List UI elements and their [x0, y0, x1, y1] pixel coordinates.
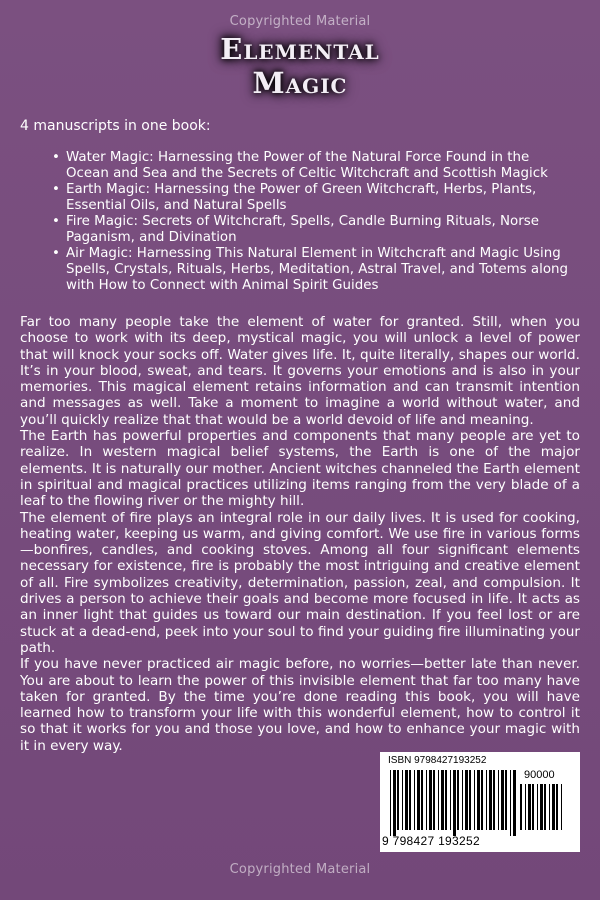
ean-barcode-bars	[390, 770, 516, 836]
barcode-bar	[498, 770, 499, 830]
barcode-bar	[520, 784, 522, 830]
barcode-bar	[477, 770, 480, 830]
barcode-bar	[528, 784, 531, 830]
barcode-bar	[445, 770, 447, 830]
manuscript-item-earth: • Earth Magic: Harnessing the Power of Green Witchcraft, Herbs, Plants, Essential Oils, and Natural Spells	[52, 182, 572, 214]
barcode-bar	[544, 784, 546, 830]
description-body	[20, 314, 580, 754]
barcode-bar	[549, 784, 550, 830]
barcode-bar	[481, 770, 483, 830]
barcode-bar	[501, 770, 504, 830]
barcode-bar	[561, 784, 562, 830]
barcode-bar	[537, 784, 538, 830]
book-title	[0, 32, 600, 100]
barcode-bar	[450, 770, 451, 830]
barcode-digits: 9 798427 193252	[382, 834, 480, 848]
barcode-bar	[433, 770, 435, 830]
barcode-bar	[421, 770, 423, 830]
barcode-bar	[513, 770, 516, 836]
price-barcode-bars	[520, 784, 566, 836]
barcode-bar	[552, 784, 555, 830]
barcode-bar	[457, 770, 459, 830]
barcode-bar	[438, 770, 439, 830]
barcode-bar	[489, 770, 492, 830]
barcode-bar	[462, 770, 463, 830]
manuscript-list	[52, 150, 572, 294]
barcode-bar	[390, 770, 391, 836]
manuscript-item-fire: • Fire Magic: Secrets of Witchcraft, Spells, Candle Burning Rituals, Norse Paganism, and Divination	[52, 214, 572, 246]
barcode-bar	[426, 770, 427, 830]
barcode-bar	[397, 770, 399, 830]
barcode-bar	[465, 770, 468, 830]
paragraph-fire: The element of fire plays an integral role in our daily lives. It is used for cooking, heating water, keeping us warm, and giving comfort. We use fire in various forms—bonfires, candles, and cooking stoves. Among all four significant elements necessary for existence, fire is probably the most intriguing and creative element of all. Fire symbolizes creativity, determination, passion, zeal, and compulsion. It drives a person to achieve their goals and become more focused in life. It acts as an inner light that guides us toward our main destination. If you feel lost or are stuck at a dead-end, peek into your soul to find your guiding fire illuminating your path.	[20, 509, 580, 656]
barcode-bar	[474, 770, 475, 830]
barcode-bar	[405, 770, 408, 830]
barcode-bar	[409, 770, 411, 830]
watermark-top: Copyrighted Material	[229, 14, 371, 29]
barcode-bar	[453, 770, 456, 836]
barcode-bar	[532, 784, 534, 830]
barcode-bar	[393, 770, 396, 836]
title-line-1: Elemental	[220, 32, 380, 66]
barcode-bar	[493, 770, 495, 830]
barcode-bar	[525, 784, 526, 830]
barcode-bar	[417, 770, 420, 830]
watermark-bottom: Copyrighted Material	[229, 862, 371, 877]
manuscript-item-water: • Water Magic: Harnessing the Power of the Natural Force Found in the Ocean and Sea and the Secrets of Celtic Witchcraft and Scottish Magick	[52, 150, 572, 182]
title-line-2: Magic	[252, 66, 348, 100]
paragraph-earth: The Earth has powerful properties and components that many people are yet to realize. In western magical belief systems, the Earth is one of the major elements. It is naturally our mother. Ancient witches channeled the Earth element in spiritual and magical practices utilizing items ranging from the very blade of a leaf to the flowing river or the mighty hill.	[20, 428, 580, 510]
manuscript-item-air: • Air Magic: Harnessing This Natural Element in Witchcraft and Magic Using Spells, Crystals, Rituals, Herbs, Meditation, Astral Travel, and Totems along with How to Connect with Animal Spirit Guides	[52, 246, 572, 294]
barcode-bar	[441, 770, 444, 830]
barcode-bar	[414, 770, 415, 830]
barcode-bar	[402, 770, 403, 830]
barcode-bar	[429, 770, 432, 830]
barcode-bar	[540, 784, 543, 830]
barcode-bar	[505, 770, 507, 830]
isbn-barcode	[380, 752, 580, 852]
paragraph-air: If you have never practiced air magic before, no worries—better late than never. You are about to learn the power of this invisible element that far too many have taken for granted. By the time you’re done reading this book, you will have learned how to transform your life with this wonderful element, how to control it so that it works for you and those you love, and how to enhance your magic with it in every way.	[20, 656, 580, 754]
price-code: 90000	[524, 769, 555, 781]
barcode-bar	[486, 770, 487, 830]
barcode-bar	[469, 770, 471, 830]
intro-text: 4 manuscripts in one book:	[20, 118, 211, 134]
barcode-bar	[556, 784, 558, 830]
isbn-label: ISBN 9798427193252	[388, 755, 487, 766]
paragraph-water: Far too many people take the element of water for granted. Still, when you choose to work with its deep, mystical magic, you will unlock a level of power that will knock your socks off. Water gives life. It, quite literally, shapes our world. It’s in your blood, sweat, and tears. It governs your emotions and is also in your memories. This magical element retains information and can transmit intention and messages as well. Take a moment to imagine a world without water, and you’ll quickly realize that that would be a world devoid of life and meaning.	[20, 314, 580, 428]
barcode-bar	[510, 770, 511, 836]
